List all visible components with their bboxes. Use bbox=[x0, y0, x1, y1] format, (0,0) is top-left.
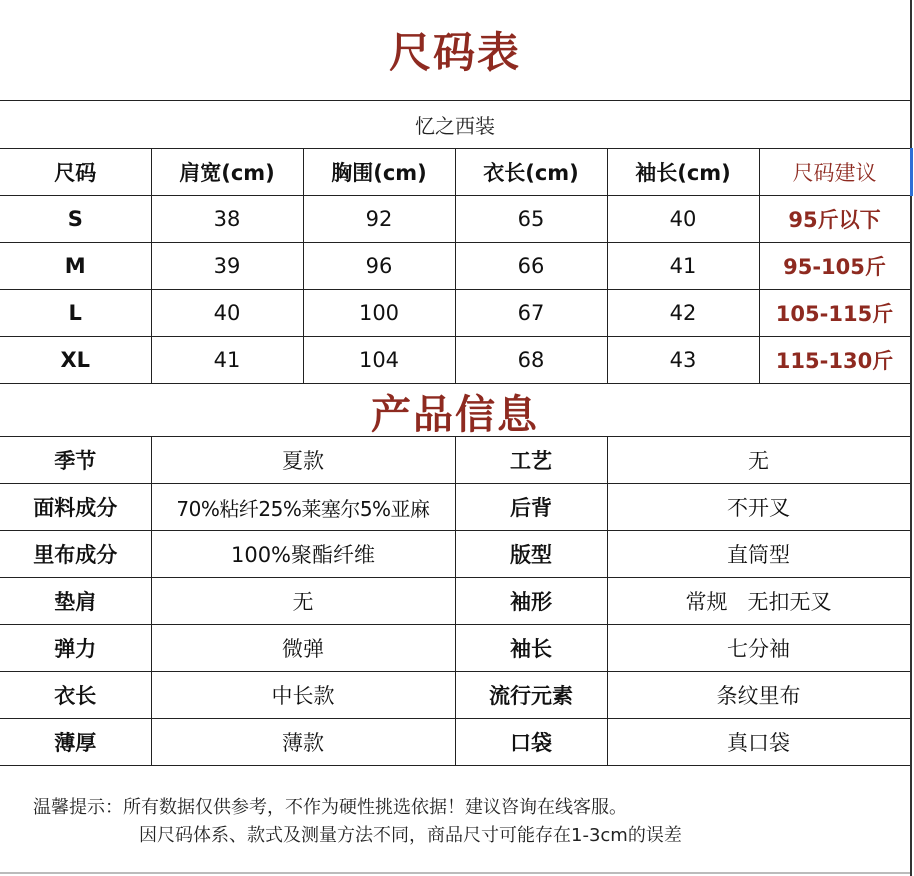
table-cell: 39 bbox=[151, 243, 303, 290]
recommend-cell: 115-130斤 bbox=[759, 337, 910, 384]
recommend-cell: 95斤以下 bbox=[759, 196, 910, 243]
info-label: 袖形 bbox=[455, 578, 607, 625]
tip-line-2: 因尺码体系、款式及测量方法不同，商品尺寸可能存在1-3cm的误差 bbox=[139, 825, 682, 846]
size-table bbox=[0, 148, 911, 384]
info-label: 弹力 bbox=[0, 625, 151, 672]
table-cell: 104 bbox=[303, 337, 455, 384]
table-cell: 41 bbox=[607, 243, 759, 290]
info-value: 夏款 bbox=[151, 437, 455, 484]
header-cell-recommend: 尺码建议 bbox=[759, 149, 910, 196]
table-row bbox=[0, 578, 910, 625]
table-cell: 40 bbox=[607, 196, 759, 243]
table-cell: 42 bbox=[607, 290, 759, 337]
table-cell: 100 bbox=[303, 290, 455, 337]
table-cell: 38 bbox=[151, 196, 303, 243]
table-row bbox=[0, 484, 910, 531]
header-cell: 尺码 bbox=[0, 149, 151, 196]
brand-row bbox=[0, 100, 910, 149]
table-cell: 41 bbox=[151, 337, 303, 384]
header-cell: 胸围(cm) bbox=[303, 149, 455, 196]
info-label: 后背 bbox=[455, 484, 607, 531]
recommend-cell: 105-115斤 bbox=[759, 290, 910, 337]
info-label: 流行元素 bbox=[455, 672, 607, 719]
size-table-header bbox=[0, 149, 910, 196]
table-cell: 96 bbox=[303, 243, 455, 290]
selection-accent-marker bbox=[910, 148, 913, 196]
table-cell: 40 bbox=[151, 290, 303, 337]
info-value: 条纹里布 bbox=[607, 672, 910, 719]
table-cell: 67 bbox=[455, 290, 607, 337]
header-cell: 肩宽(cm) bbox=[151, 149, 303, 196]
tip-line-1: 温馨提示：所有数据仅供参考，不作为硬性挑选依据！建议咨询在线客服。 bbox=[33, 797, 627, 818]
info-value: 真口袋 bbox=[607, 719, 910, 766]
info-value: 常规 无扣无叉 bbox=[607, 578, 910, 625]
section-title: 产品信息 bbox=[371, 392, 539, 438]
table-row bbox=[0, 531, 910, 578]
info-label: 工艺 bbox=[455, 437, 607, 484]
size-cell: XL bbox=[0, 337, 151, 384]
table-cell: 43 bbox=[607, 337, 759, 384]
table-cell: 68 bbox=[455, 337, 607, 384]
table-row bbox=[0, 437, 910, 484]
info-label: 衣长 bbox=[0, 672, 151, 719]
table-row bbox=[0, 196, 910, 243]
info-label: 里布成分 bbox=[0, 531, 151, 578]
info-table bbox=[0, 436, 911, 766]
info-label: 薄厚 bbox=[0, 719, 151, 766]
info-value: 无 bbox=[607, 437, 910, 484]
tip-note bbox=[33, 794, 682, 850]
header-cell: 袖长(cm) bbox=[607, 149, 759, 196]
table-row bbox=[0, 719, 910, 766]
size-cell: S bbox=[0, 196, 151, 243]
info-label: 袖长 bbox=[455, 625, 607, 672]
table-row bbox=[0, 625, 910, 672]
table-row bbox=[0, 337, 910, 384]
page-title: 尺码表 bbox=[388, 28, 521, 77]
table-cell: 65 bbox=[455, 196, 607, 243]
info-value: 直筒型 bbox=[607, 531, 910, 578]
info-value: 100%聚酯纤维 bbox=[151, 531, 455, 578]
info-value: 微弹 bbox=[151, 625, 455, 672]
table-row bbox=[0, 243, 910, 290]
header-cell: 衣长(cm) bbox=[455, 149, 607, 196]
info-label: 垫肩 bbox=[0, 578, 151, 625]
info-title-row bbox=[0, 388, 910, 436]
info-label: 面料成分 bbox=[0, 484, 151, 531]
brand-name: 忆之西装 bbox=[415, 113, 495, 138]
info-label: 口袋 bbox=[455, 719, 607, 766]
recommend-cell: 95-105斤 bbox=[759, 243, 910, 290]
table-row bbox=[0, 290, 910, 337]
info-label: 季节 bbox=[0, 437, 151, 484]
info-value: 七分袖 bbox=[607, 625, 910, 672]
info-value: 70%粘纤25%莱塞尔5%亚麻 bbox=[151, 484, 455, 531]
size-cell: M bbox=[0, 243, 151, 290]
info-value: 薄款 bbox=[151, 719, 455, 766]
info-value: 无 bbox=[151, 578, 455, 625]
table-cell: 92 bbox=[303, 196, 455, 243]
right-border-divider bbox=[910, 0, 912, 876]
bottom-divider bbox=[0, 872, 910, 874]
info-value: 中长款 bbox=[151, 672, 455, 719]
info-label: 版型 bbox=[455, 531, 607, 578]
table-row bbox=[0, 672, 910, 719]
table-cell: 66 bbox=[455, 243, 607, 290]
title-row bbox=[0, 0, 910, 101]
size-cell: L bbox=[0, 290, 151, 337]
info-value: 不开叉 bbox=[607, 484, 910, 531]
